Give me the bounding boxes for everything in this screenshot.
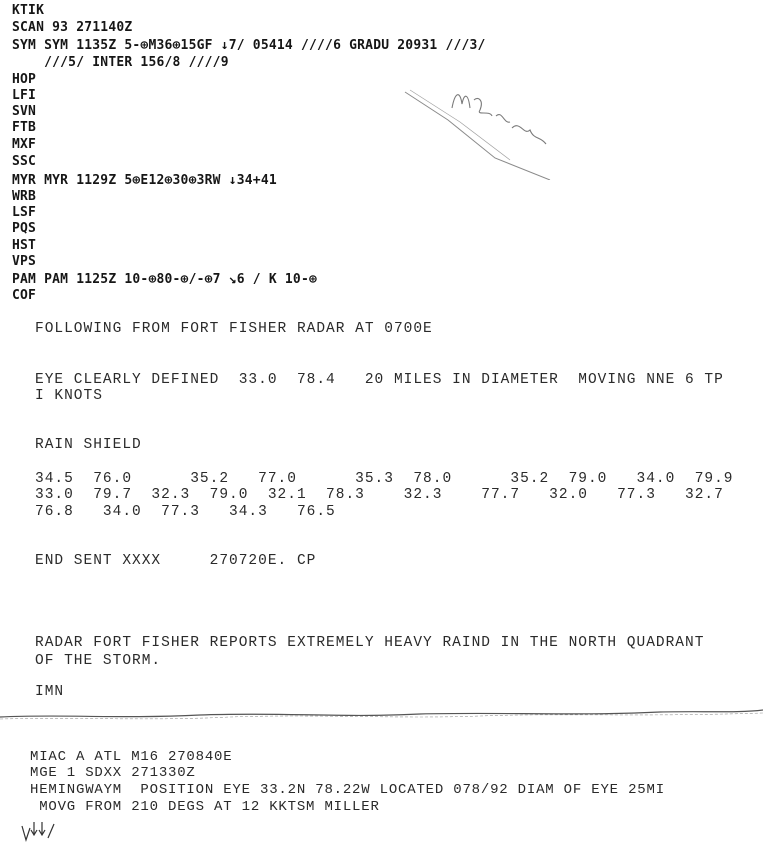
footer-line: HEMINGWAYM POSITION EYE 33.2N 78.22W LOCATED 078/92 DIAM OF EYE 25MI [30,782,665,798]
header-line: MXF [12,137,37,152]
header-line: LSF [12,205,37,220]
coords-line: 33.0 79.7 32.3 79.0 32.1 78.3 32.3 77.7 32.0 77.3 32.7 [35,487,724,503]
header-line: SVN [12,104,37,119]
header-line: WRB [12,189,37,204]
rain-shield-heading: RAIN SHIELD [35,437,142,453]
header-line: VPS [12,254,37,269]
following-line: FOLLOWING FROM FORT FISHER RADAR AT 0700E [35,321,433,337]
coords-line: 34.5 76.0 35.2 77.0 35.3 78.0 35.2 79.0 34.0 79.9 [35,471,734,487]
hand-mark-icon [18,818,58,846]
header-line: SSC [12,154,37,169]
tear-line [0,700,763,730]
handwritten-signature [400,80,570,180]
footer-line: MIAC A ATL M16 270840E [30,749,233,765]
coords-line: 76.8 34.0 77.3 34.3 76.5 [35,504,336,520]
header-line: KTIK [12,3,45,18]
eye-line: I KNOTS [35,388,103,404]
header-line: ///5/ INTER 156/8 ////9 [12,55,229,70]
eye-line: EYE CLEARLY DEFINED 33.0 78.4 20 MILES IN DIAMETER MOVING NNE 6 TP [35,372,724,388]
header-line: PQS [12,221,37,236]
radar-report-line: RADAR FORT FISHER REPORTS EXTREMELY HEAVY RAIND IN THE NORTH QUADRANT [35,635,705,651]
footer-line: MOVG FROM 210 DEGS AT 12 KKTSM MILLER [30,799,380,815]
header-line: SYM SYM 1135Z 5-⊕M36⊕15GF ↓7/ 05414 ////6 GRADU 20931 ///3/ [12,38,486,53]
footer-line: MGE 1 SDXX 271330Z [30,765,196,781]
header-line: SCAN 93 271140Z [12,20,133,35]
end-sent-line: END SENT XXXX 270720E. CP [35,553,317,569]
radar-report-line: OF THE STORM. [35,653,162,669]
imn-line: IMN [35,684,65,700]
header-line: FTB [12,120,37,135]
header-line: LFI [12,88,37,103]
header-line: PAM PAM 1125Z 10-⊕80-⊕/-⊕7 ↘6 / K 10-⊕ [12,272,318,287]
header-line: MYR MYR 1129Z 5⊕E12⊕30⊕3RW ↓34+41 [12,173,277,188]
header-line: HST [12,238,37,253]
header-line: HOP [12,72,37,87]
header-line: COF [12,288,37,303]
